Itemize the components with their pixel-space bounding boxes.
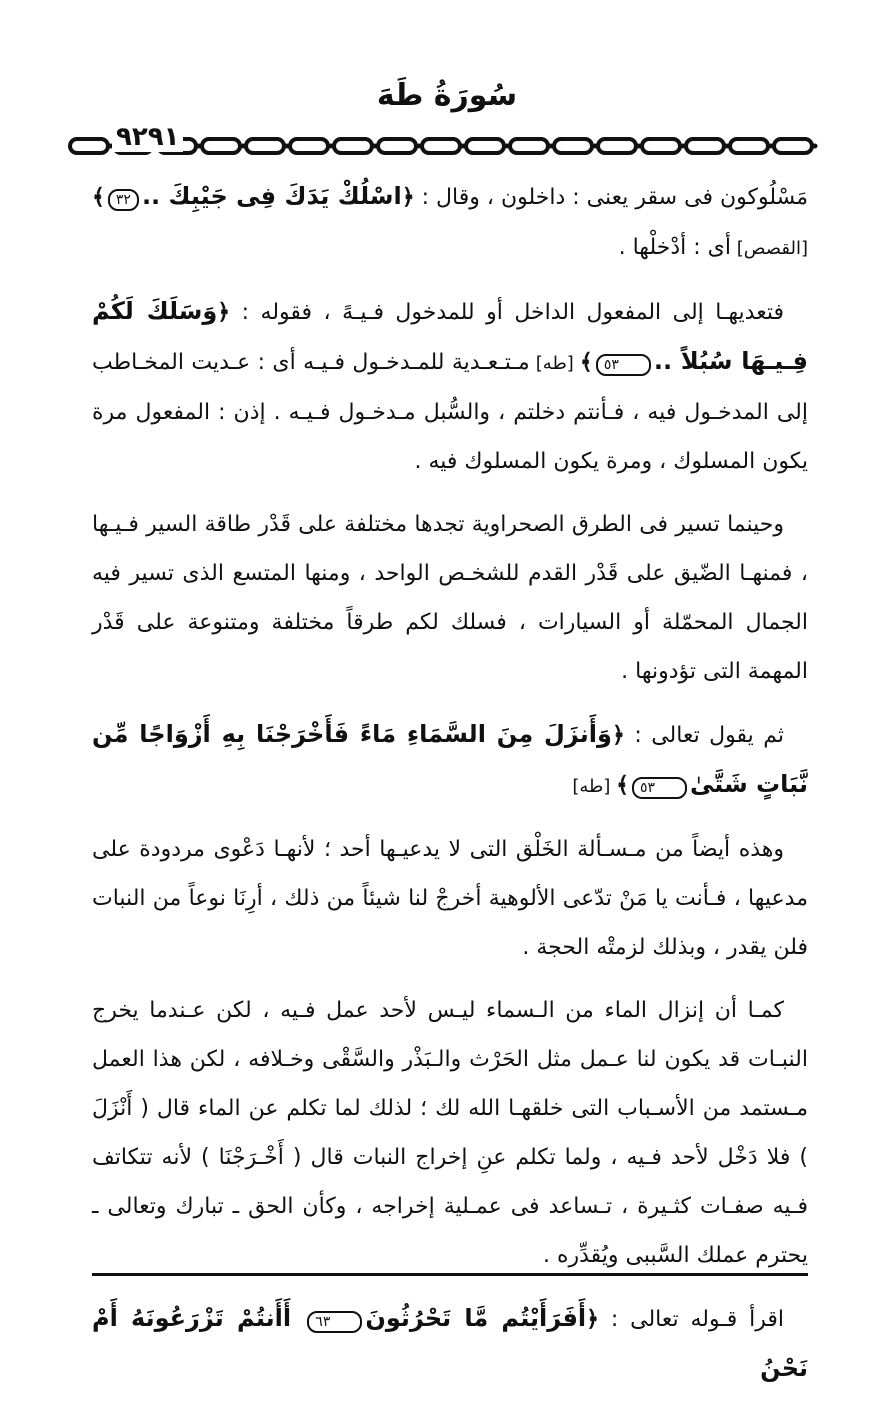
ayah-number-marker: ٦٣ (307, 1311, 362, 1333)
body-text-segment: مـتـعـدية للمـدخـول فـيـه أى : عـديت المخـاطب إلى المدخـول فيه ، فـأنتم دخلتم ، والسُّبل مـدخـول فـيـه . إذن : المفعول مرة يكون المسلوك ، ومرة يكون المسلوك فيه . (92, 350, 808, 474)
body-text-segment: ثم يقول تعالى : (624, 723, 785, 748)
surah-reference: [القصص] (730, 238, 808, 259)
surah-title: سُورَةُ طَهَ (376, 78, 518, 113)
chain-link (730, 139, 768, 153)
paragraph-p3 (92, 500, 808, 696)
body-text-segment: اقرأ قـوله تعالى : (599, 1307, 785, 1332)
ornate-bracket: ﴿ (401, 185, 415, 210)
chain-link (246, 139, 284, 153)
chain-link (422, 139, 460, 153)
chain-link (290, 139, 328, 153)
paragraph-p6 (92, 986, 808, 1280)
paragraph-p4 (92, 710, 808, 811)
body-text-segment: وحينما تسير فى الطرق الصحراوية تجدها مختلفة على قَدْر طاقة السير فـيـها ، فمنهـا الضّيق على قَدْر القدم للشخـص الواحد ، ومنها المتسع الذى تسير فيه الجمال المحمّلة أو السيارات ، فسلك لكم طرقاً مختلفة ومتنوعة على قَدْر المهمة التى تؤدونها . (92, 512, 808, 684)
ornate-bracket: ﴾ (92, 185, 105, 210)
body-text-segment: أى : أدْخلْها . (618, 235, 731, 260)
bottom-rule (92, 1273, 808, 1276)
chain-link (642, 139, 680, 153)
ornate-bracket: ﴿ (586, 1307, 600, 1332)
body-text-segment: مَسْلُوكون فى سقر يعنى : داخلون ، وقال : (414, 185, 809, 210)
page-body (92, 172, 808, 1408)
surah-reference: [طه] (529, 353, 580, 374)
paragraph-p7 (92, 1294, 808, 1394)
ornate-bracket: ﴾ (616, 773, 629, 798)
quran-verse: أَفَرَأَيْتُم مَّا تَحْرُثُونَ (365, 1304, 587, 1332)
chain-link (378, 139, 416, 153)
quran-verse: وَسَلَكَ لَكُمْ فِـيـهَا سُبُلاً .. (92, 297, 808, 375)
ornate-bracket: ﴿ (611, 723, 625, 748)
ayah-number-marker: ٥٣ (596, 354, 651, 376)
page-number: ٩٢٩١ (112, 122, 183, 152)
chain-link (510, 139, 548, 153)
ornate-bracket: ﴿ (217, 300, 231, 325)
chain-link (554, 139, 592, 153)
paragraph-p5 (92, 825, 808, 972)
paragraph-p2 (92, 287, 808, 486)
chain-link (598, 139, 636, 153)
quran-verse: أَأَنتُمْ تَزْرَعُونَهُ أَمْ نَحْنُ (92, 1304, 808, 1382)
chain-link (334, 139, 372, 153)
body-text-segment: وهذه أيضاً من مـسـألة الخَلْق التى لا يدعيـها أحد ؛ لأنهـا دَعْوى مردودة على مدعيها ، فـأنت يا مَنْ تدّعى الألوهية أخرجْ لنا شيئاً من ذلك ، أرِنَا نوعاً من النبات فلن يقدر ، وبذلك لزمتْه الحجة . (92, 837, 808, 960)
ornate-bracket: ﴾ (579, 350, 593, 375)
chain-dot (813, 144, 818, 149)
quran-verse: وَأَنزَلَ مِنَ السَّمَاءِ مَاءً فَأَخْرَجْنَا بِهِ أَزْوَاجًا مِّن نَّبَاتٍ شَتَّىٰ (92, 720, 808, 798)
chain-link (202, 139, 240, 153)
body-text-segment: كمـا أن إنزال الماء من الـسماء ليـس لأحد عمل فـيه ، لكن عـندما يخرج النبـات قد يكون لنا عـمل مثل الحَرْث والـبَذْر والسَّقْى وخـلافه ، لكن هذا العمل مـستمد من الأسـباب التى خلقهـا الله لك ؛ لذلك لما تكلم عن الماء قال ( أَنْزَلَ ) فلا دَخْل لأحد فـيه ، ولما تكلم عنِ إخراج النبات قال ( أَخْـرَجْنَا ) لأنه تتكاتف فـيه صفـات كثـيرة ، تـساعد فى عمـلية إخراجه ، وكأن الحق ـ تبارك وتعالى ـ يحترم عملك السَّببى ويُقدِّره . (92, 998, 808, 1268)
paragraph-p1 (92, 172, 808, 273)
chain-link (466, 139, 504, 153)
ayah-number-marker: ٣٢ (108, 189, 139, 211)
chain-link (70, 139, 108, 153)
quran-verse: اسْلُكْ يَدَكَ فِى جَيْبِكَ .. (141, 182, 402, 210)
chain-link (686, 139, 724, 153)
ayah-number-marker: ٥٣ (632, 777, 687, 799)
surah-reference: [طه] (572, 776, 617, 797)
body-text-segment: فتعديهـا إلى المفعول الداخل أو للمدخول فـيـهً ، فقوله : (230, 300, 784, 325)
chain-link (774, 139, 812, 153)
